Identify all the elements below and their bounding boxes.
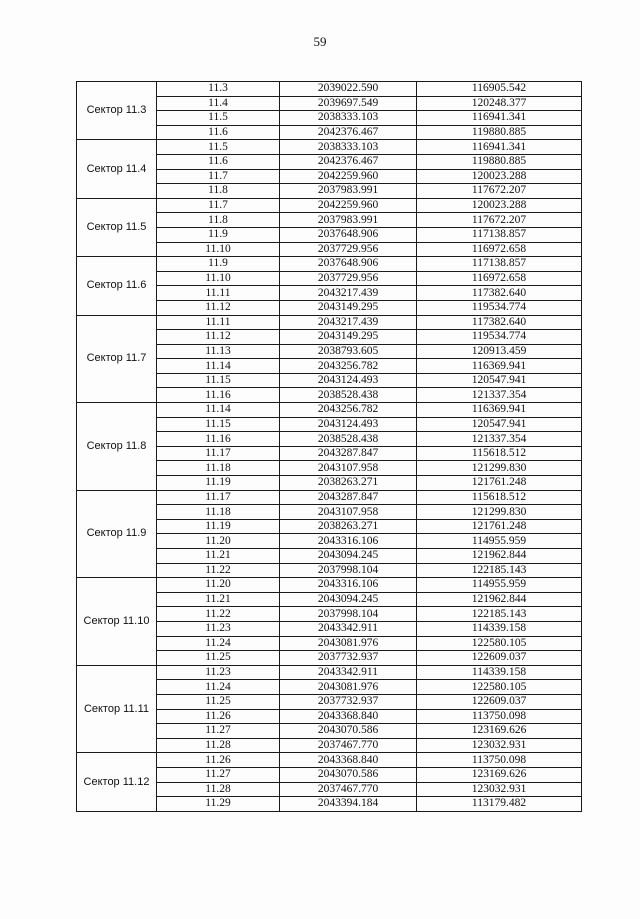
point-number-cell: 11.14 (157, 403, 280, 418)
point-number-cell: 11.6 (157, 125, 280, 140)
y-coordinate-cell: 123169.626 (417, 767, 582, 782)
point-number-cell: 11.3 (157, 82, 280, 97)
y-coordinate-cell: 123032.931 (417, 782, 582, 797)
x-coordinate-cell: 2042376.467 (280, 125, 417, 140)
point-number-cell: 11.9 (157, 227, 280, 242)
x-coordinate-cell: 2043316.106 (280, 534, 417, 549)
x-coordinate-cell: 2043342.911 (280, 665, 417, 680)
point-number-cell: 11.20 (157, 534, 280, 549)
x-coordinate-cell: 2038263.271 (280, 476, 417, 491)
x-coordinate-cell: 2037729.956 (280, 242, 417, 257)
point-number-cell: 11.18 (157, 505, 280, 520)
x-coordinate-cell: 2043081.976 (280, 636, 417, 651)
x-coordinate-cell: 2038528.438 (280, 432, 417, 447)
x-coordinate-cell: 2043094.245 (280, 549, 417, 564)
point-number-cell: 11.12 (157, 330, 280, 345)
x-coordinate-cell: 2043124.493 (280, 417, 417, 432)
sector-label: Сектор 11.10 (77, 578, 157, 666)
sector-label: Сектор 11.11 (77, 665, 157, 753)
x-coordinate-cell: 2038263.271 (280, 519, 417, 534)
y-coordinate-cell: 120023.288 (417, 169, 582, 184)
table-row (77, 403, 582, 418)
point-number-cell: 11.21 (157, 549, 280, 564)
y-coordinate-cell: 114339.158 (417, 665, 582, 680)
x-coordinate-cell: 2043094.245 (280, 592, 417, 607)
point-number-cell: 11.16 (157, 432, 280, 447)
point-number-cell: 11.15 (157, 417, 280, 432)
point-number-cell: 11.10 (157, 242, 280, 257)
y-coordinate-cell: 115618.512 (417, 490, 582, 505)
table-row (77, 82, 582, 97)
table-row (77, 315, 582, 330)
point-number-cell: 11.11 (157, 315, 280, 330)
point-number-cell: 11.25 (157, 694, 280, 709)
table-row (77, 665, 582, 680)
y-coordinate-cell: 114955.959 (417, 534, 582, 549)
x-coordinate-cell: 2037648.906 (280, 227, 417, 242)
y-coordinate-cell: 119534.774 (417, 330, 582, 345)
point-number-cell: 11.18 (157, 461, 280, 476)
y-coordinate-cell: 119880.885 (417, 154, 582, 169)
sector-label: Сектор 11.8 (77, 403, 157, 491)
y-coordinate-cell: 117672.207 (417, 184, 582, 199)
x-coordinate-cell: 2043070.586 (280, 767, 417, 782)
x-coordinate-cell: 2037729.956 (280, 271, 417, 286)
sector-label: Сектор 11.5 (77, 198, 157, 256)
y-coordinate-cell: 122185.143 (417, 607, 582, 622)
y-coordinate-cell: 121299.830 (417, 505, 582, 520)
point-number-cell: 11.20 (157, 578, 280, 593)
point-number-cell: 11.21 (157, 592, 280, 607)
table-row (77, 140, 582, 155)
point-number-cell: 11.17 (157, 446, 280, 461)
x-coordinate-cell: 2042376.467 (280, 154, 417, 169)
y-coordinate-cell: 121337.354 (417, 388, 582, 403)
y-coordinate-cell: 116369.941 (417, 359, 582, 374)
x-coordinate-cell: 2037998.104 (280, 607, 417, 622)
y-coordinate-cell: 117138.857 (417, 257, 582, 272)
x-coordinate-cell: 2037732.937 (280, 694, 417, 709)
y-coordinate-cell: 120547.941 (417, 373, 582, 388)
point-number-cell: 11.24 (157, 680, 280, 695)
coordinates-table-body (77, 82, 582, 812)
table-row (77, 257, 582, 272)
y-coordinate-cell: 120248.377 (417, 96, 582, 111)
point-number-cell: 11.19 (157, 519, 280, 534)
point-number-cell: 11.10 (157, 271, 280, 286)
y-coordinate-cell: 117138.857 (417, 227, 582, 242)
x-coordinate-cell: 2043217.439 (280, 315, 417, 330)
y-coordinate-cell: 120913.459 (417, 344, 582, 359)
x-coordinate-cell: 2043149.295 (280, 330, 417, 345)
point-number-cell: 11.8 (157, 213, 280, 228)
point-number-cell: 11.29 (157, 797, 280, 812)
x-coordinate-cell: 2043070.586 (280, 724, 417, 739)
x-coordinate-cell: 2039022.590 (280, 82, 417, 97)
point-number-cell: 11.6 (157, 154, 280, 169)
sector-label: Сектор 11.9 (77, 490, 157, 578)
y-coordinate-cell: 113750.098 (417, 709, 582, 724)
y-coordinate-cell: 122580.105 (417, 680, 582, 695)
x-coordinate-cell: 2043368.840 (280, 709, 417, 724)
table-row (77, 490, 582, 505)
y-coordinate-cell: 121761.248 (417, 476, 582, 491)
y-coordinate-cell: 119534.774 (417, 300, 582, 315)
x-coordinate-cell: 2043081.976 (280, 680, 417, 695)
point-number-cell: 11.26 (157, 753, 280, 768)
point-number-cell: 11.27 (157, 767, 280, 782)
point-number-cell: 11.28 (157, 782, 280, 797)
sector-label: Сектор 11.6 (77, 257, 157, 315)
x-coordinate-cell: 2037648.906 (280, 257, 417, 272)
point-number-cell: 11.23 (157, 665, 280, 680)
point-number-cell: 11.26 (157, 709, 280, 724)
point-number-cell: 11.14 (157, 359, 280, 374)
point-number-cell: 11.17 (157, 490, 280, 505)
y-coordinate-cell: 120023.288 (417, 198, 582, 213)
x-coordinate-cell: 2043256.782 (280, 403, 417, 418)
y-coordinate-cell: 122609.037 (417, 651, 582, 666)
x-coordinate-cell: 2043124.493 (280, 373, 417, 388)
x-coordinate-cell: 2043342.911 (280, 621, 417, 636)
y-coordinate-cell: 117672.207 (417, 213, 582, 228)
point-number-cell: 11.22 (157, 607, 280, 622)
point-number-cell: 11.16 (157, 388, 280, 403)
x-coordinate-cell: 2043287.847 (280, 446, 417, 461)
point-number-cell: 11.23 (157, 621, 280, 636)
x-coordinate-cell: 2043149.295 (280, 300, 417, 315)
sector-label: Сектор 11.3 (77, 82, 157, 140)
point-number-cell: 11.12 (157, 300, 280, 315)
y-coordinate-cell: 123032.931 (417, 738, 582, 753)
y-coordinate-cell: 121299.830 (417, 461, 582, 476)
x-coordinate-cell: 2038333.103 (280, 111, 417, 126)
y-coordinate-cell: 117382.640 (417, 315, 582, 330)
point-number-cell: 11.24 (157, 636, 280, 651)
y-coordinate-cell: 116972.658 (417, 242, 582, 257)
point-number-cell: 11.25 (157, 651, 280, 666)
y-coordinate-cell: 123169.626 (417, 724, 582, 739)
x-coordinate-cell: 2043287.847 (280, 490, 417, 505)
y-coordinate-cell: 116369.941 (417, 403, 582, 418)
table-row (77, 578, 582, 593)
y-coordinate-cell: 122580.105 (417, 636, 582, 651)
x-coordinate-cell: 2043107.958 (280, 461, 417, 476)
point-number-cell: 11.5 (157, 111, 280, 126)
x-coordinate-cell: 2037998.104 (280, 563, 417, 578)
x-coordinate-cell: 2043394.184 (280, 797, 417, 812)
y-coordinate-cell: 121962.844 (417, 592, 582, 607)
x-coordinate-cell: 2043107.958 (280, 505, 417, 520)
sector-label: Сектор 11.7 (77, 315, 157, 403)
point-number-cell: 11.22 (157, 563, 280, 578)
sector-label: Сектор 11.4 (77, 140, 157, 198)
y-coordinate-cell: 121962.844 (417, 549, 582, 564)
point-number-cell: 11.11 (157, 286, 280, 301)
x-coordinate-cell: 2037983.991 (280, 213, 417, 228)
point-number-cell: 11.15 (157, 373, 280, 388)
x-coordinate-cell: 2037467.770 (280, 782, 417, 797)
coordinates-table (76, 81, 582, 812)
x-coordinate-cell: 2043256.782 (280, 359, 417, 374)
point-number-cell: 11.9 (157, 257, 280, 272)
x-coordinate-cell: 2043368.840 (280, 753, 417, 768)
y-coordinate-cell: 114955.959 (417, 578, 582, 593)
x-coordinate-cell: 2043316.106 (280, 578, 417, 593)
point-number-cell: 11.8 (157, 184, 280, 199)
y-coordinate-cell: 117382.640 (417, 286, 582, 301)
y-coordinate-cell: 116905.542 (417, 82, 582, 97)
point-number-cell: 11.4 (157, 96, 280, 111)
y-coordinate-cell: 122185.143 (417, 563, 582, 578)
y-coordinate-cell: 116972.658 (417, 271, 582, 286)
y-coordinate-cell: 119880.885 (417, 125, 582, 140)
y-coordinate-cell: 116941.341 (417, 140, 582, 155)
x-coordinate-cell: 2038793.605 (280, 344, 417, 359)
y-coordinate-cell: 113179.482 (417, 797, 582, 812)
y-coordinate-cell: 113750.098 (417, 753, 582, 768)
point-number-cell: 11.27 (157, 724, 280, 739)
x-coordinate-cell: 2038528.438 (280, 388, 417, 403)
y-coordinate-cell: 115618.512 (417, 446, 582, 461)
x-coordinate-cell: 2037732.937 (280, 651, 417, 666)
x-coordinate-cell: 2037467.770 (280, 738, 417, 753)
point-number-cell: 11.7 (157, 169, 280, 184)
y-coordinate-cell: 116941.341 (417, 111, 582, 126)
table-row (77, 753, 582, 768)
table-row (77, 198, 582, 213)
point-number-cell: 11.7 (157, 198, 280, 213)
y-coordinate-cell: 120547.941 (417, 417, 582, 432)
x-coordinate-cell: 2039697.549 (280, 96, 417, 111)
point-number-cell: 11.19 (157, 476, 280, 491)
sector-label: Сектор 11.12 (77, 753, 157, 811)
y-coordinate-cell: 114339.158 (417, 621, 582, 636)
x-coordinate-cell: 2037983.991 (280, 184, 417, 199)
x-coordinate-cell: 2042259.960 (280, 169, 417, 184)
x-coordinate-cell: 2043217.439 (280, 286, 417, 301)
y-coordinate-cell: 121761.248 (417, 519, 582, 534)
x-coordinate-cell: 2042259.960 (280, 198, 417, 213)
x-coordinate-cell: 2038333.103 (280, 140, 417, 155)
y-coordinate-cell: 122609.037 (417, 694, 582, 709)
y-coordinate-cell: 121337.354 (417, 432, 582, 447)
point-number-cell: 11.13 (157, 344, 280, 359)
point-number-cell: 11.28 (157, 738, 280, 753)
point-number-cell: 11.5 (157, 140, 280, 155)
page-number: 59 (313, 34, 327, 49)
